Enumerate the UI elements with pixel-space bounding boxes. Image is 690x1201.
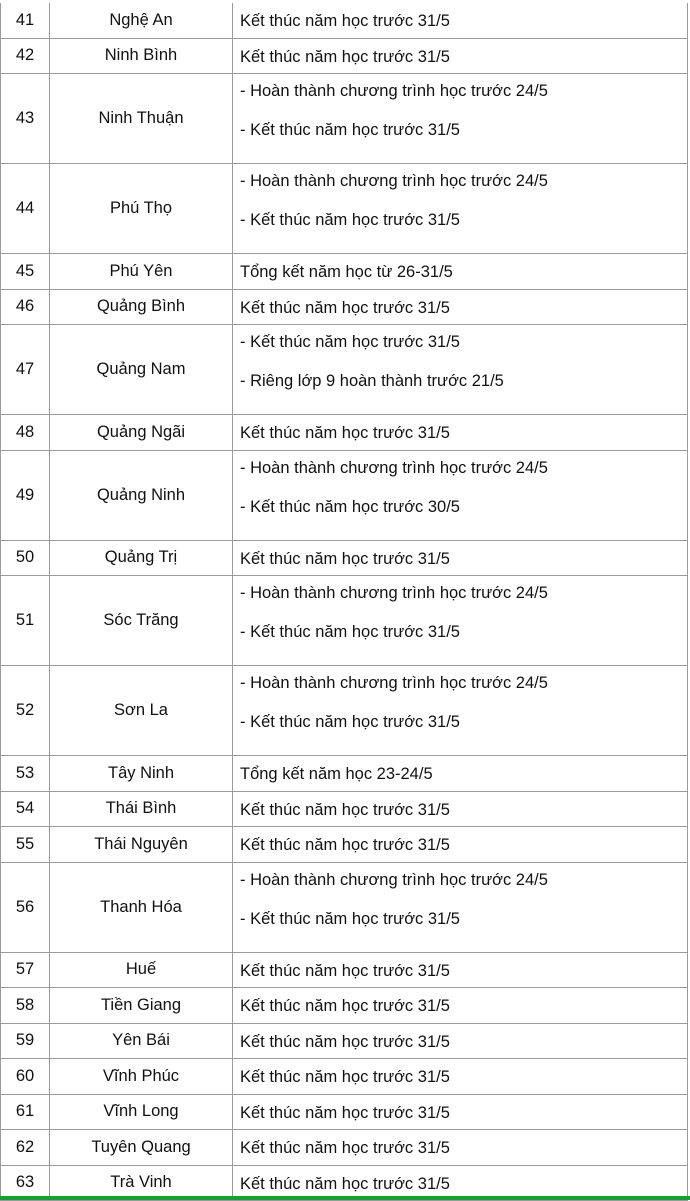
table-row <box>0 953 688 989</box>
note-line: - Hoàn thành chương trình học trước 24/5 <box>240 171 548 191</box>
note-line: - Kết thúc năm học trước 31/5 <box>240 909 460 929</box>
row-number: 42 <box>0 39 50 75</box>
table-row <box>0 415 688 451</box>
row-number: 51 <box>0 576 50 666</box>
row-number: 60 <box>0 1059 50 1095</box>
row-number: 46 <box>0 290 50 326</box>
table-row <box>0 74 688 164</box>
province-name: Sóc Trăng <box>50 576 233 666</box>
note-line: Kết thúc năm học trước 31/5 <box>240 1032 450 1052</box>
table-row <box>0 827 688 863</box>
province-name: Vĩnh Long <box>50 1095 233 1131</box>
province-name: Yên Bái <box>50 1024 233 1060</box>
table-row <box>0 666 688 756</box>
note-line: - Kết thúc năm học trước 31/5 <box>240 712 460 732</box>
row-number: 49 <box>0 451 50 541</box>
note-line: - Kết thúc năm học trước 31/5 <box>240 120 460 140</box>
row-number: 47 <box>0 325 50 415</box>
table-row <box>0 576 688 666</box>
note-line: - Kết thúc năm học trước 31/5 <box>240 622 460 642</box>
schedule-note <box>233 1095 688 1131</box>
schedule-note <box>233 254 688 290</box>
province-name: Quảng Bình <box>50 290 233 326</box>
note-line: Kết thúc năm học trước 31/5 <box>240 800 450 820</box>
row-number: 63 <box>0 1166 50 1201</box>
table-row <box>0 1130 688 1166</box>
schedule-note <box>233 953 688 989</box>
note-line: - Hoàn thành chương trình học trước 24/5 <box>240 458 548 478</box>
table-row <box>0 39 688 75</box>
table-row <box>0 451 688 541</box>
bottom-accent-bar <box>0 1196 690 1200</box>
note-line: - Hoàn thành chương trình học trước 24/5 <box>240 81 548 101</box>
note-line: Kết thúc năm học trước 31/5 <box>240 549 450 569</box>
note-line: Kết thúc năm học trước 31/5 <box>240 47 450 67</box>
province-name: Huế <box>50 953 233 989</box>
province-name: Tiền Giang <box>50 988 233 1024</box>
row-number: 52 <box>0 666 50 756</box>
province-name: Nghệ An <box>50 3 233 39</box>
schedule-note <box>233 1024 688 1060</box>
row-number: 44 <box>0 164 50 254</box>
table-row <box>0 756 688 792</box>
row-number: 48 <box>0 415 50 451</box>
province-name: Thanh Hóa <box>50 863 233 953</box>
row-number: 45 <box>0 254 50 290</box>
province-name: Ninh Thuận <box>50 74 233 164</box>
row-number: 56 <box>0 863 50 953</box>
schedule-note <box>233 39 688 75</box>
row-number: 58 <box>0 988 50 1024</box>
province-name: Tuyên Quang <box>50 1130 233 1166</box>
note-line: - Kết thúc năm học trước 31/5 <box>240 332 460 352</box>
note-line: - Riêng lớp 9 hoàn thành trước 21/5 <box>240 371 504 391</box>
row-number: 50 <box>0 541 50 577</box>
table-row <box>0 863 688 953</box>
table-row <box>0 254 688 290</box>
province-name: Ninh Bình <box>50 39 233 75</box>
schedule-note <box>233 290 688 326</box>
schedule-note <box>233 74 688 164</box>
schedule-note <box>233 451 688 541</box>
schedule-note <box>233 415 688 451</box>
schedule-note <box>233 863 688 953</box>
row-number: 54 <box>0 792 50 828</box>
schedule-note <box>233 756 688 792</box>
table-row <box>0 1095 688 1131</box>
province-name: Quảng Ngãi <box>50 415 233 451</box>
note-line: Kết thúc năm học trước 31/5 <box>240 1103 450 1123</box>
row-number: 62 <box>0 1130 50 1166</box>
schedule-note <box>233 164 688 254</box>
province-name: Quảng Nam <box>50 325 233 415</box>
note-line: Kết thúc năm học trước 31/5 <box>240 1174 450 1194</box>
row-number: 43 <box>0 74 50 164</box>
table-row <box>0 325 688 415</box>
row-number: 59 <box>0 1024 50 1060</box>
note-line: Kết thúc năm học trước 31/5 <box>240 961 450 981</box>
row-number: 57 <box>0 953 50 989</box>
table-row <box>0 164 688 254</box>
province-name: Sơn La <box>50 666 233 756</box>
row-number: 61 <box>0 1095 50 1131</box>
note-line: Kết thúc năm học trước 31/5 <box>240 996 450 1016</box>
schedule-note <box>233 541 688 577</box>
table-row <box>0 988 688 1024</box>
note-line: - Kết thúc năm học trước 30/5 <box>240 497 460 517</box>
note-line: Kết thúc năm học trước 31/5 <box>240 835 450 855</box>
schedule-note <box>233 576 688 666</box>
note-line: Kết thúc năm học trước 31/5 <box>240 423 450 443</box>
table-row <box>0 3 688 39</box>
note-line: Tổng kết năm học từ 26-31/5 <box>240 262 453 282</box>
row-number: 41 <box>0 3 50 39</box>
row-number: 53 <box>0 756 50 792</box>
schedule-note <box>233 792 688 828</box>
table-row <box>0 792 688 828</box>
note-line: - Kết thúc năm học trước 31/5 <box>240 210 460 230</box>
province-name: Quảng Ninh <box>50 451 233 541</box>
table-row <box>0 541 688 577</box>
table-row <box>0 1024 688 1060</box>
note-line: Kết thúc năm học trước 31/5 <box>240 11 450 31</box>
province-name: Thái Bình <box>50 792 233 828</box>
schedule-note <box>233 3 688 39</box>
province-name: Vĩnh Phúc <box>50 1059 233 1095</box>
note-line: Kết thúc năm học trước 31/5 <box>240 1067 450 1087</box>
province-name: Thái Nguyên <box>50 827 233 863</box>
note-line: - Hoàn thành chương trình học trước 24/5 <box>240 583 548 603</box>
note-line: - Hoàn thành chương trình học trước 24/5 <box>240 870 548 890</box>
schedule-note <box>233 1130 688 1166</box>
note-line: Kết thúc năm học trước 31/5 <box>240 298 450 318</box>
schedule-note <box>233 666 688 756</box>
note-line: Kết thúc năm học trước 31/5 <box>240 1138 450 1158</box>
province-name: Tây Ninh <box>50 756 233 792</box>
note-line: - Hoàn thành chương trình học trước 24/5 <box>240 673 548 693</box>
schedule-note <box>233 827 688 863</box>
province-name: Trà Vinh <box>50 1166 233 1201</box>
note-line: Tổng kết năm học 23-24/5 <box>240 764 433 784</box>
schedule-note <box>233 325 688 415</box>
province-name: Quảng Trị <box>50 541 233 577</box>
row-number: 55 <box>0 827 50 863</box>
table-row <box>0 290 688 326</box>
province-name: Phú Thọ <box>50 164 233 254</box>
schedule-note <box>233 1059 688 1095</box>
province-name: Phú Yên <box>50 254 233 290</box>
schedule-note <box>233 988 688 1024</box>
table-row <box>0 1059 688 1095</box>
